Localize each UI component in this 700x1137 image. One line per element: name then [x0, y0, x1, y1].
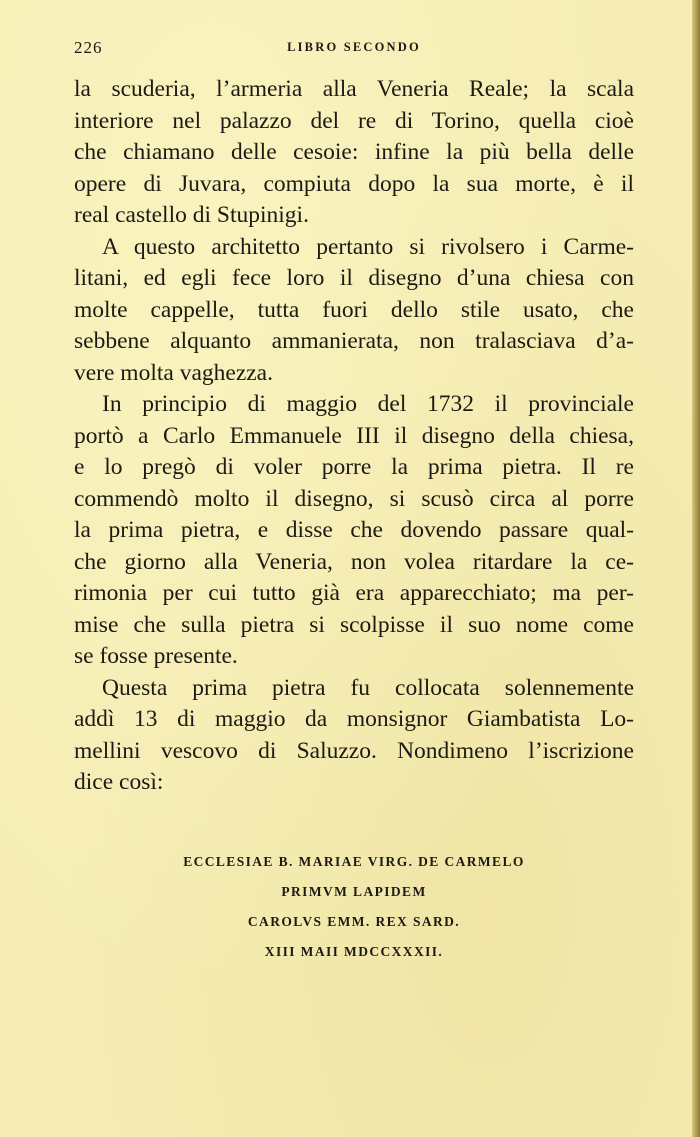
text-line: Questa prima pietra fu collocata solennemente [102, 674, 634, 701]
inscription [74, 847, 634, 967]
text-line: real castello di Stupinigi. [74, 202, 309, 228]
inscription-line: XIII MAII MDCCXXXII. [264, 943, 444, 959]
body-text [74, 74, 634, 799]
book-page [74, 38, 634, 967]
text-line: dice così: [74, 769, 164, 795]
running-head [74, 38, 634, 68]
text-line: interiore nel palazzo del re di Torino, quella cioè [74, 107, 634, 134]
text-line: la scuderia, l’armeria alla Veneria Reale; la scala [74, 76, 634, 102]
text-line: se fosse presente. [74, 643, 238, 669]
running-head-title: LIBRO SECONDO [287, 40, 421, 54]
text-line: mise che sulla pietra si scolpisse il suo nome come [74, 611, 634, 638]
text-line: commendò molto il disegno, si scusò circa al porre [74, 485, 634, 512]
text-line: portò a Carlo Emmanuele III il disegno della chiesa, [74, 422, 634, 449]
page-number: 226 [74, 38, 103, 57]
text-line: addì 13 di maggio da monsignor Giambatista Lo- [74, 706, 634, 732]
text-line: e lo pregò di voler porre la prima pietra. Il re [74, 454, 634, 480]
text-line: A questo architetto pertanto si rivolsero i Carme- [102, 233, 634, 260]
inscription-line: CAROLVS EMM. REX SARD. [247, 913, 461, 929]
text-line: In principio di maggio del 1732 il provinciale [102, 391, 634, 417]
inscription-line: ECCLESIAE B. MARIAE VIRG. DE CARMELO [183, 853, 525, 869]
page-edge-shadow [692, 0, 700, 1137]
text-line: mellini vescovo di Saluzzo. Nondimeno l’iscrizione [74, 737, 634, 764]
text-line: che chiamano delle cesoie: infine la più bella delle [74, 139, 634, 165]
text-line: che giorno alla Veneria, non volea ritardare la ce- [74, 548, 634, 575]
text-line: opere di Juvara, compiuta dopo la sua morte, è il [74, 170, 634, 197]
text-line: rimonia per cui tutto già era apparecchiato; ma per- [74, 580, 634, 606]
text-line: la prima pietra, e disse che dovendo passare qual- [74, 517, 634, 543]
text-line: sebbene alquanto ammanierata, non tralasciava d’a- [74, 328, 634, 354]
text-line: molte cappelle, tutta fuori dello stile usato, che [74, 296, 634, 323]
text-line: litani, ed egli fece loro il disegno d’una chiesa con [74, 265, 634, 291]
inscription-line: PRIMVM LAPIDEM [281, 883, 427, 899]
text-line: vere molta vaghezza. [74, 359, 273, 386]
